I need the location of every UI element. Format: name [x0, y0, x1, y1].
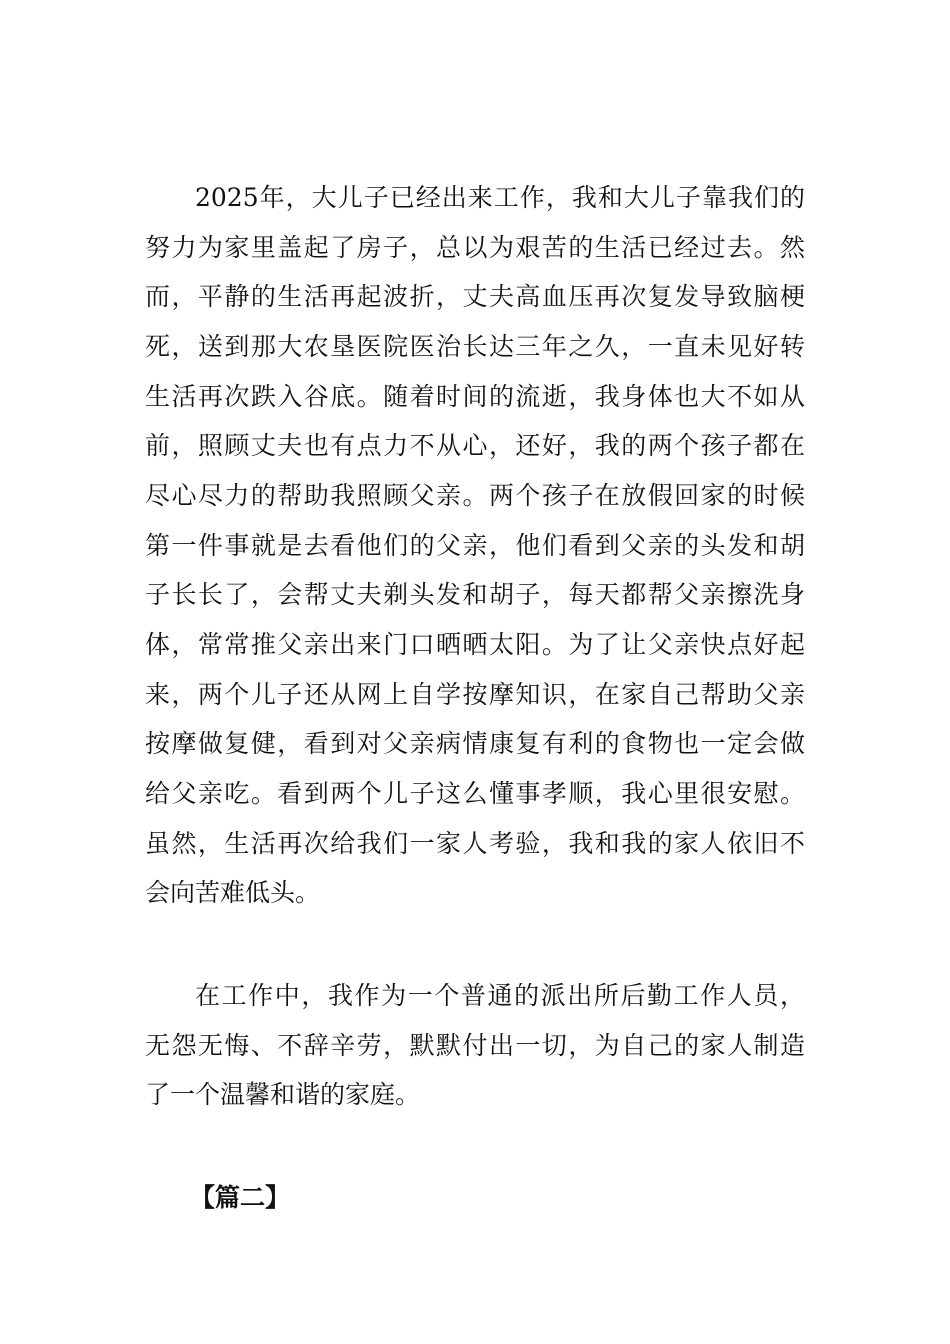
paragraph-line: 而，平静的生活再起波折，丈夫高血压再次复发导致脑梗 [145, 282, 805, 311]
paragraph-line: 体，常常推父亲出来门口晒晒太阳。为了让父亲快点好起 [145, 630, 805, 659]
paragraph-line: 前，照顾丈夫也有点力不从心，还好，我的两个孩子都在 [145, 431, 805, 460]
paragraph-line: 在工作中，我作为一个普通的派出所后勤工作人员， [195, 981, 805, 1010]
paragraph-line: 死，送到那大农垦医院医治长达三年之久，一直未见好转 [145, 332, 805, 361]
paragraph-line: 第一件事就是去看他们的父亲，他们看到父亲的头发和胡 [145, 531, 805, 560]
paragraph-line: 给父亲吃。看到两个儿子这么懂事孝顺，我心里很安慰。 [145, 779, 805, 808]
paragraph-line: 按摩做复健，看到对父亲病情康复有利的食物也一定会做 [145, 729, 805, 758]
paragraph-line: 2025年，大儿子已经出来工作，我和大儿子靠我们的 [195, 183, 805, 212]
paragraph-line: 来，两个儿子还从网上自学按摩知识，在家自己帮助父亲 [145, 680, 805, 709]
paragraph-line: 无怨无悔、不辞辛劳，默默付出一切，为自己的家人制造 [145, 1031, 805, 1060]
paragraph-line: 尽心尽力的帮助我照顾父亲。两个孩子在放假回家的时候 [145, 481, 805, 510]
paragraph-line: 了一个温馨和谐的家庭。 [145, 1080, 421, 1109]
paragraph-line: 会向苦难低头。 [145, 878, 321, 907]
section-heading: 【篇二】 [190, 1183, 291, 1212]
paragraph-line: 努力为家里盖起了房子，总以为艰苦的生活已经过去。然 [145, 233, 805, 262]
paragraph-line: 子长长了，会帮丈夫剃头发和胡子，每天都帮父亲擦洗身 [145, 580, 805, 609]
paragraph-line: 生活再次跌入谷底。随着时间的流逝，我身体也大不如从 [145, 382, 805, 411]
paragraph-line: 虽然，生活再次给我们一家人考验，我和我的家人依旧不 [145, 829, 805, 858]
